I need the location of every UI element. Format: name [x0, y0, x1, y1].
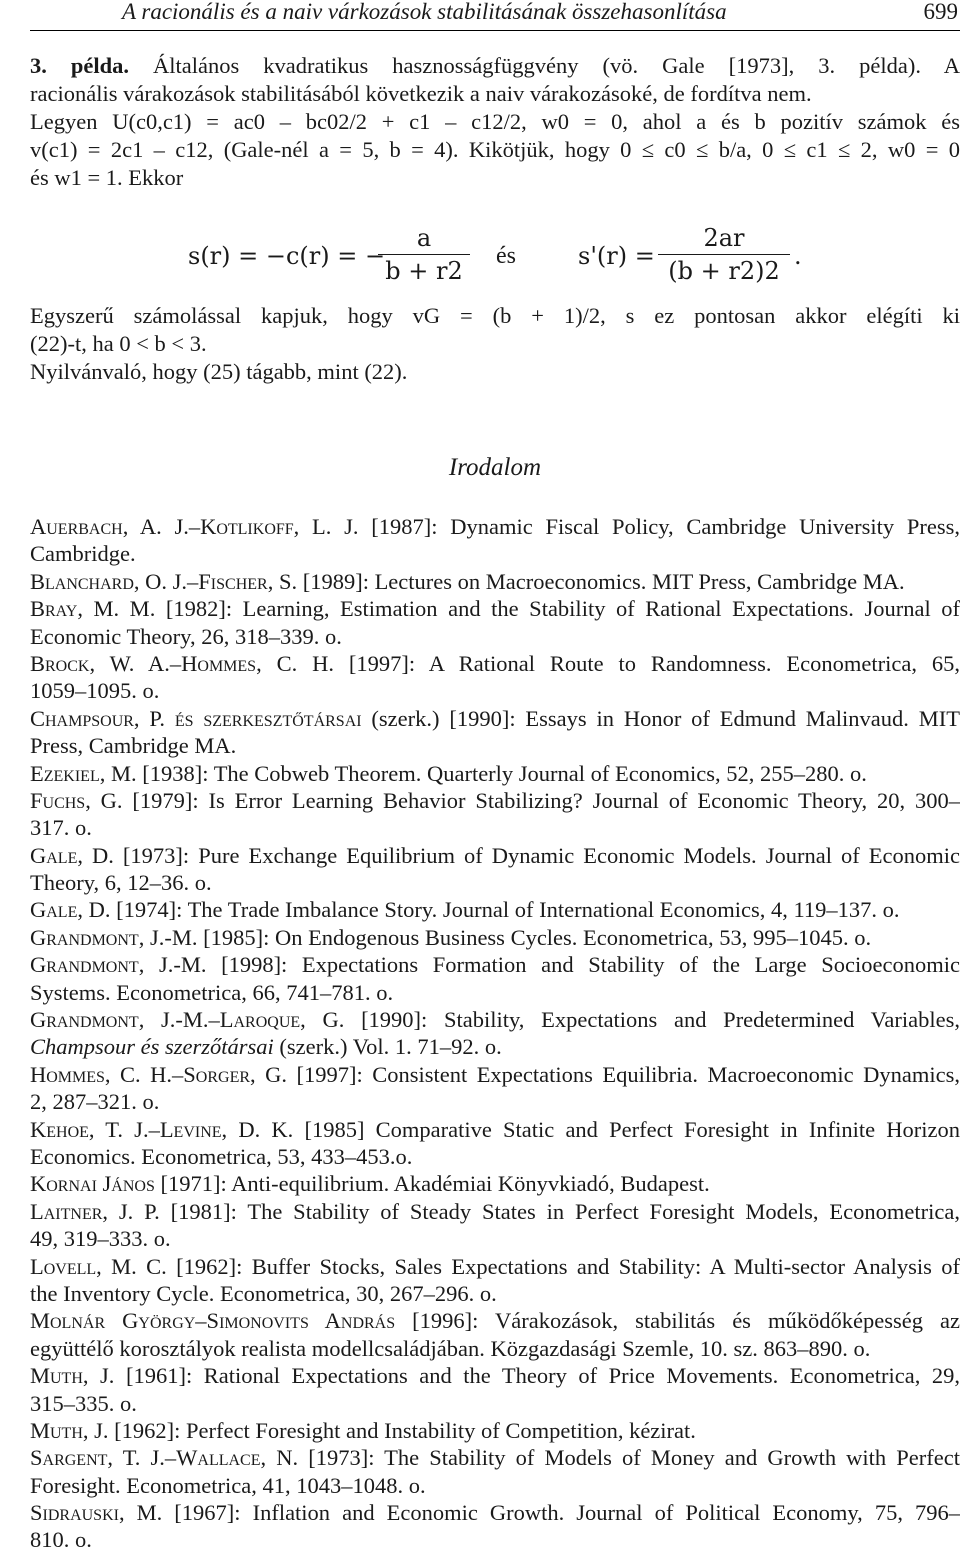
reference-line-1 [30, 842, 960, 869]
reference-line-1 [30, 951, 960, 978]
reference-line-1 [30, 787, 960, 814]
reference-text: [1998]: Expectations Formation and Stability of the Large Socioeconomic [206, 952, 960, 978]
reference-continuation: 810. o. [30, 1527, 92, 1553]
reference-line-2 [30, 1280, 960, 1307]
reference-authors: Sidrauski, M. [30, 1500, 163, 1526]
reference-entry [30, 595, 960, 650]
reference-authors: Kornai János [30, 1171, 155, 1197]
reference-authors: Sargent, T. J.–Wallace, N. [30, 1445, 299, 1471]
reference-continuation: 1059–1095. o. [30, 678, 160, 704]
reference-entry [30, 924, 960, 951]
reference-line-1 [30, 1499, 960, 1526]
reference-line-1 [30, 513, 960, 540]
reference-text: [1973]: Pure Exchange Equilibrium of Dynamic Economic Models. Journal of Economic [113, 842, 960, 868]
reference-continuation: Theory, 6, 12–36. o. [30, 870, 212, 896]
reference-continuation: (szerk.) Vol. 1. 71–92. o. [273, 1034, 502, 1060]
reference-continuation: 2, 287–321. o. [30, 1089, 160, 1115]
reference-text: [1987]: Dynamic Fiscal Policy, Cambridge University Press, [358, 514, 960, 539]
reference-authors: Lovell, M. C. [30, 1253, 167, 1279]
reference-line-1 [30, 1061, 960, 1088]
reference-entry [30, 787, 960, 842]
reference-authors: Grandmont, J.-M. [30, 952, 207, 978]
reference-line-2 [30, 1225, 960, 1252]
page-number: 699 [923, 0, 958, 24]
reference-line-1 [30, 568, 960, 595]
reference-text: [1985]: On Endogenous Business Cycles. Econometrica, 53, 995–1045. o. [197, 924, 872, 950]
references-heading: Irodalom [448, 454, 542, 481]
example-line-3: Legyen U(c0,c1) = ac0 – bc02/2 + c1 – c12/2, w0 = 0, ahol a és b pozitív számok és [30, 109, 960, 134]
reference-continuation: együttélő korosztályok realista modellcsaládjában. Közgazdasági Szemle, 10. sz. 863–890. o. [30, 1335, 871, 1361]
reference-line-2 [30, 1472, 960, 1499]
reference-entry [30, 896, 960, 923]
reference-line-1 [30, 760, 960, 787]
formula-conjunction: és [496, 243, 516, 269]
reference-entry [30, 568, 960, 595]
reference-line-2 [30, 1143, 960, 1170]
running-head-title: A racionális és a naiv várkozások stabilitásának összehasonlítása [122, 0, 727, 24]
reference-authors: Kehoe, T. J.–Levine, D. K. [30, 1116, 294, 1142]
reference-entry [30, 1417, 960, 1444]
reference-line-1 [30, 1307, 960, 1334]
reference-entry [30, 1116, 960, 1171]
fraction-1-numerator: a [416, 224, 432, 252]
reference-italic-text: Champsour és szerzőtársai [30, 1034, 274, 1060]
reference-line-2 [30, 1526, 960, 1553]
reference-text: [1938]: The Cobweb Theorem. Quarterly Journal of Economics, 52, 255–280. o. [136, 760, 867, 786]
reference-continuation: 49, 319–333. o. [30, 1226, 171, 1252]
running-head [30, 0, 960, 31]
reference-line-2 [30, 869, 960, 896]
reference-text: [1982]: Learning, Estimation and the Stability of Rational Expectations. Journal of [155, 596, 960, 622]
example-paragraph [30, 52, 960, 192]
example-label: 3. példa. [30, 53, 130, 78]
reference-text: [1962]: Perfect Foresight and Instability of Competition, kézirat. [108, 1417, 696, 1443]
reference-continuation: Cambridge. [30, 541, 136, 567]
reference-line-2 [30, 1088, 960, 1115]
reference-line-1 [30, 705, 960, 732]
reference-line-1 [30, 924, 960, 951]
reference-text: [1974]: The Trade Imbalance Story. Journal of International Economics, 4, 119–137. o. [110, 897, 900, 923]
example-line-5: és w1 = 1. Ekkor [30, 165, 184, 190]
reference-line-1 [30, 1253, 960, 1280]
reference-entry [30, 1061, 960, 1116]
reference-entry [30, 1006, 960, 1061]
reference-text: [1997]: Consistent Expectations Equilibria. Macroeconomic Dynamics, [287, 1061, 960, 1087]
conclusion-line-3: Nyilvánvaló, hogy (25) tágabb, mint (22). [30, 359, 408, 384]
reference-line-2 [30, 677, 960, 704]
page [30, 0, 960, 1553]
reference-line-1 [30, 650, 960, 677]
reference-entry [30, 951, 960, 1006]
reference-line-1 [30, 595, 960, 622]
reference-authors: Brock, W. A.–Hommes, C. H. [30, 650, 335, 676]
reference-entry [30, 1499, 960, 1554]
reference-authors: Blanchard, O. J.–Fischer, S. [30, 568, 298, 594]
reference-line-1 [30, 1417, 960, 1444]
reference-entry [30, 650, 960, 705]
reference-text: [1971]: Anti-equilibrium. Akadémiai Könyvkiadó, Budapest. [154, 1171, 710, 1197]
reference-line-2 [30, 979, 960, 1006]
reference-authors: Fuchs, G. [30, 787, 123, 813]
reference-authors: Ezekiel, M. [30, 760, 137, 786]
formula-lhs-2: s'(r) = [578, 242, 655, 270]
formula-fraction-1 [378, 224, 470, 287]
reference-entry [30, 1307, 960, 1362]
reference-line-1 [30, 896, 960, 923]
fraction-1-denominator: b + r2 [385, 257, 463, 285]
reference-authors: Gale, D. [30, 897, 111, 923]
reference-entry [30, 842, 960, 897]
conclusion-line-1: Egyszerű számolással kapjuk, hogy vG = (b + 1)/2, s ez pontosan akkor elégíti ki [30, 303, 960, 328]
reference-continuation: Economics. Econometrica, 53, 433–453.o. [30, 1143, 413, 1169]
reference-line-2 [30, 814, 960, 841]
example-line-2: racionális várakozások stabilitásából következik a naiv várakozásoké, de fordítva nem. [30, 81, 812, 106]
formula-fraction-2 [658, 224, 790, 287]
reference-text: [1985] Comparative Static and Perfect Foresight in Infinite Horizon [293, 1116, 960, 1142]
fraction-2-numerator: 2ar [703, 224, 745, 252]
reference-text: [1990]: Stability, Expectations and Predetermined Variables, [344, 1007, 960, 1033]
reference-authors: Laitner, J. P. [30, 1198, 160, 1224]
reference-authors: Muth, J. [30, 1363, 115, 1389]
reference-authors: Muth, J. [30, 1417, 109, 1443]
reference-text: [1967]: Inflation and Economic Growth. Journal of Political Economy, 75, 796– [162, 1500, 960, 1526]
reference-line-1 [30, 1444, 960, 1471]
reference-entry [30, 705, 960, 760]
reference-entry [30, 1170, 960, 1197]
reference-entry [30, 513, 960, 568]
conclusion-paragraph [30, 302, 960, 386]
reference-line-2 [30, 1390, 960, 1417]
fraction-2-denominator: (b + r2)2 [668, 257, 780, 285]
reference-continuation: Foresight. Econometrica, 41, 1043–1048. o. [30, 1472, 426, 1498]
reference-text: (szerk.) [1990]: Essays in Honor of Edmund Malinvaud. MIT [361, 705, 960, 731]
formula-lhs: s(r) = −c(r) = − [188, 242, 386, 270]
reference-line-1 [30, 1362, 960, 1389]
reference-line-1 [30, 1116, 960, 1143]
reference-text: [1979]: Is Error Learning Behavior Stabilizing? Journal of Economic Theory, 20, 300– [122, 787, 960, 813]
reference-text: [1962]: Buffer Stocks, Sales Expectations and Stability: A Multi-sector Analysis of [166, 1253, 960, 1279]
reference-continuation: the Inventory Cycle. Econometrica, 30, 267–296. o. [30, 1280, 497, 1306]
reference-line-2 [30, 1335, 960, 1362]
reference-line-2 [30, 1033, 960, 1060]
reference-authors: Champsour, P. és szerkesztőtársai [30, 705, 362, 731]
reference-authors: Molnár György–Simonovits András [30, 1308, 396, 1334]
references-list [30, 513, 960, 1554]
reference-text: [1961]: Rational Expectations and the Theory of Price Movements. Econometrica, 29, [114, 1363, 960, 1389]
reference-authors: Auerbach, A. J.–Kotlikoff, L. J. [30, 514, 359, 539]
reference-entry [30, 1444, 960, 1499]
reference-authors: Hommes, C. H.–Sorger, G. [30, 1061, 287, 1087]
reference-authors: Gale, D. [30, 842, 114, 868]
reference-line-1 [30, 1198, 960, 1225]
reference-entry [30, 1253, 960, 1308]
reference-continuation: Press, Cambridge MA. [30, 733, 237, 759]
example-text-1: Általános kvadratikus hasznosságfüggvény (vö. Gale [1973], 3. példa). A [129, 53, 960, 78]
reference-line-1 [30, 1006, 960, 1033]
reference-entry [30, 760, 960, 787]
reference-continuation: 317. o. [30, 815, 92, 841]
reference-text: [1981]: The Stability of Steady States in Perfect Foresight Models, Econometrica, [159, 1198, 960, 1224]
reference-line-1 [30, 1170, 960, 1197]
formula-period: . [794, 242, 802, 270]
reference-authors: Grandmont, J.-M. [30, 924, 198, 950]
display-formula [30, 220, 960, 300]
reference-text: [1997]: A Rational Route to Randomness. Econometrica, 65, [334, 650, 960, 676]
reference-continuation: 315–335. o. [30, 1390, 137, 1416]
conclusion-line-2: (22)-t, ha 0 < b < 3. [30, 331, 207, 356]
reference-text: [1996]: Várakozások, stabilitás és működőképesség az [395, 1308, 960, 1334]
reference-text: [1989]: Lectures on Macroeconomics. MIT Press, Cambridge MA. [297, 568, 905, 594]
reference-authors: Bray, M. M. [30, 596, 156, 622]
reference-line-2 [30, 732, 960, 759]
reference-continuation: Systems. Econometrica, 66, 741–781. o. [30, 979, 394, 1005]
reference-continuation: Economic Theory, 26, 318–339. o. [30, 623, 342, 649]
reference-entry [30, 1198, 960, 1253]
reference-line-2 [30, 540, 960, 567]
example-line-4: v(c1) = 2c1 – c12, (Gale-nél a = 5, b = 4). Kikötjük, hogy 0 ≤ c0 ≤ b/a, 0 ≤ c1 ≤ 2, w0 = 0 [30, 137, 960, 162]
reference-text: [1973]: The Stability of Models of Money and Growth with Perfect [298, 1445, 960, 1471]
reference-authors: Grandmont, J.-M.–Laroque, G. [30, 1007, 345, 1033]
example-line-1 [30, 52, 960, 80]
reference-line-2 [30, 623, 960, 650]
reference-entry [30, 1362, 960, 1417]
